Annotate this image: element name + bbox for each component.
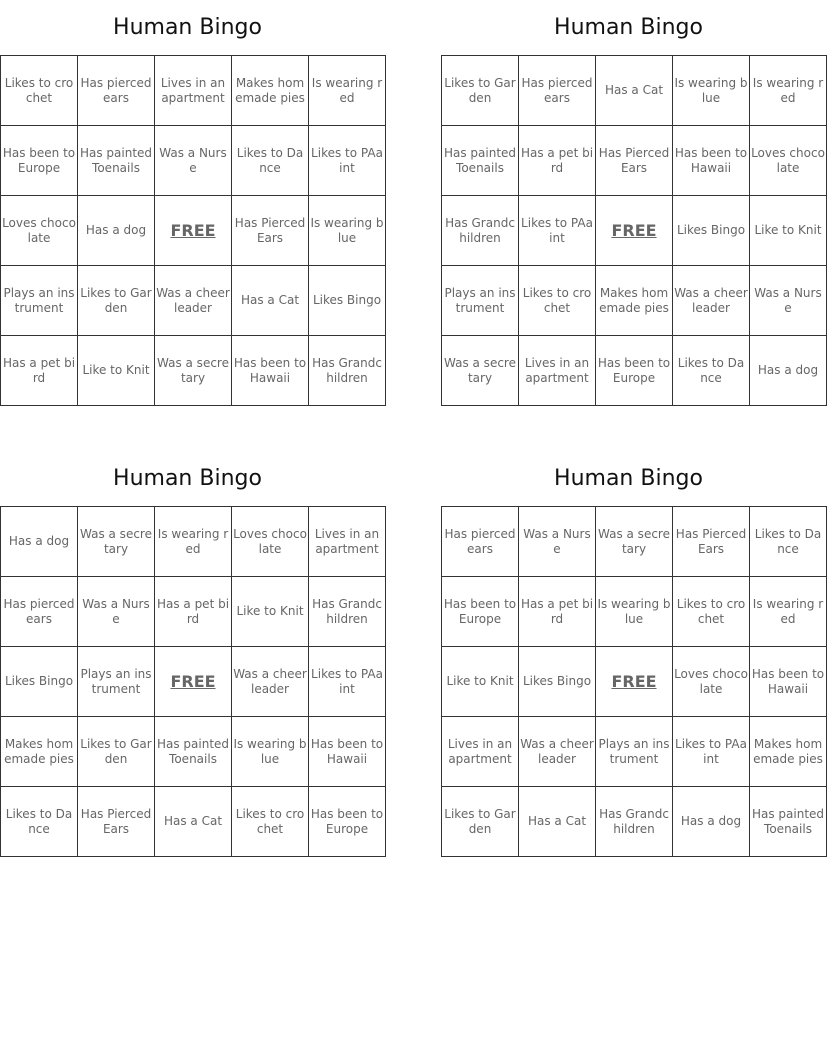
grid-row xyxy=(442,196,827,266)
bingo-cell: Was a Nurse xyxy=(155,126,232,196)
bingo-cell: Has a pet bird xyxy=(519,126,596,196)
bingo-cell: Has a pet bird xyxy=(155,577,232,647)
bingo-cell: Was a cheerleader xyxy=(673,266,750,336)
free-space-cell: FREE xyxy=(155,196,232,266)
grid-row xyxy=(1,56,386,126)
bingo-cell: Likes to PAaint xyxy=(309,647,386,717)
bingo-cell: Likes to PAaint xyxy=(673,717,750,787)
bingo-cell: Is wearing blue xyxy=(596,577,673,647)
bingo-cell: Has been to Europe xyxy=(309,787,386,857)
bingo-cell: Was a cheerleader xyxy=(232,647,309,717)
bingo-card-1 xyxy=(0,0,384,406)
bingo-cell: Has Grandchildren xyxy=(442,196,519,266)
bingo-cell: Has been to Hawaii xyxy=(750,647,827,717)
bingo-cell: Has pierced ears xyxy=(519,56,596,126)
bingo-cell: Loves chocolate xyxy=(232,507,309,577)
bingo-cell: Likes to Garden xyxy=(442,787,519,857)
bingo-grid xyxy=(0,506,386,857)
bingo-cell: Plays an instrument xyxy=(442,266,519,336)
bingo-cell: Has been to Hawaii xyxy=(309,717,386,787)
bingo-grid xyxy=(441,55,827,406)
bingo-cell: Was a Nurse xyxy=(78,577,155,647)
bingo-card-2 xyxy=(441,0,825,406)
bingo-cell: Has Pierced Ears xyxy=(78,787,155,857)
bingo-cell: Has been to Hawaii xyxy=(673,126,750,196)
free-space-cell: FREE xyxy=(596,196,673,266)
bingo-cell: Is wearing blue xyxy=(309,196,386,266)
bingo-cell: Likes Bingo xyxy=(309,266,386,336)
bingo-cell: Likes Bingo xyxy=(1,647,78,717)
bingo-cell: Was a Nurse xyxy=(750,266,827,336)
bingo-cell: Has a pet bird xyxy=(519,577,596,647)
bingo-cell: Lives in an apartment xyxy=(442,717,519,787)
card-title: Human Bingo xyxy=(113,15,262,40)
bingo-cell: Has a dog xyxy=(1,507,78,577)
grid-row xyxy=(442,126,827,196)
grid-row xyxy=(442,56,827,126)
free-space-cell: FREE xyxy=(596,647,673,717)
bingo-cell: Has a Cat xyxy=(596,56,673,126)
bingo-cell: Is wearing red xyxy=(750,56,827,126)
bingo-cell: Has Pierced Ears xyxy=(232,196,309,266)
bingo-cell: Has pierced ears xyxy=(442,507,519,577)
bingo-cell: Likes to Garden xyxy=(442,56,519,126)
bingo-grid xyxy=(0,55,386,406)
bingo-cell: Makes homemade pies xyxy=(750,717,827,787)
bingo-card-4 xyxy=(441,451,825,857)
bingo-cell: Has a pet bird xyxy=(1,336,78,406)
bingo-cell: Is wearing red xyxy=(309,56,386,126)
bingo-cell: Has pierced ears xyxy=(78,56,155,126)
grid-row xyxy=(442,577,827,647)
bingo-cell: Is wearing red xyxy=(750,577,827,647)
bingo-cell: Lives in an apartment xyxy=(519,336,596,406)
bingo-cell: Likes to Dance xyxy=(232,126,309,196)
bingo-cell: Likes to PAaint xyxy=(519,196,596,266)
grid-row xyxy=(1,787,386,857)
bingo-cell: Has Pierced Ears xyxy=(596,126,673,196)
grid-row xyxy=(442,266,827,336)
bingo-cell: Plays an instrument xyxy=(596,717,673,787)
bingo-cell: Has a dog xyxy=(750,336,827,406)
bingo-cell: Like to Knit xyxy=(750,196,827,266)
bingo-cell: Has been to Europe xyxy=(1,126,78,196)
bingo-cell: Likes Bingo xyxy=(519,647,596,717)
bingo-cell: Plays an instrument xyxy=(1,266,78,336)
grid-row xyxy=(442,787,827,857)
grid-row xyxy=(442,507,827,577)
bingo-cell: Likes to Dance xyxy=(1,787,78,857)
grid-row xyxy=(442,717,827,787)
grid-row xyxy=(442,647,827,717)
bingo-cell: Has Pierced Ears xyxy=(673,507,750,577)
bingo-cell: Has Grandchildren xyxy=(309,577,386,647)
grid-row xyxy=(1,717,386,787)
bingo-cell: Was a secretary xyxy=(596,507,673,577)
bingo-cell: Has been to Europe xyxy=(442,577,519,647)
bingo-cell: Makes homemade pies xyxy=(596,266,673,336)
bingo-cell: Likes to crochet xyxy=(1,56,78,126)
bingo-cell: Like to Knit xyxy=(232,577,309,647)
bingo-cell: Loves chocolate xyxy=(750,126,827,196)
bingo-cell: Has a Cat xyxy=(155,787,232,857)
grid-row xyxy=(1,647,386,717)
card-title: Human Bingo xyxy=(554,15,703,40)
bingo-cell: Was a cheerleader xyxy=(519,717,596,787)
bingo-cell: Has a dog xyxy=(673,787,750,857)
bingo-cell: Lives in an apartment xyxy=(155,56,232,126)
bingo-cell: Has been to Hawaii xyxy=(232,336,309,406)
grid-row xyxy=(1,336,386,406)
bingo-cell: Likes Bingo xyxy=(673,196,750,266)
bingo-cell: Makes homemade pies xyxy=(232,56,309,126)
bingo-cell: Lives in an apartment xyxy=(309,507,386,577)
card-title: Human Bingo xyxy=(113,466,262,491)
bingo-cell: Is wearing blue xyxy=(673,56,750,126)
bingo-cell: Has painted Toenails xyxy=(442,126,519,196)
bingo-cell: Likes to Dance xyxy=(673,336,750,406)
bingo-cell: Likes to crochet xyxy=(232,787,309,857)
bingo-cell: Has Grandchildren xyxy=(596,787,673,857)
bingo-cell: Loves chocolate xyxy=(673,647,750,717)
bingo-cell: Has painted Toenails xyxy=(750,787,827,857)
bingo-cell: Has Grandchildren xyxy=(309,336,386,406)
bingo-cell: Loves chocolate xyxy=(1,196,78,266)
bingo-card-3 xyxy=(0,451,384,857)
bingo-cell: Has been to Europe xyxy=(596,336,673,406)
card-title: Human Bingo xyxy=(554,466,703,491)
bingo-cell: Likes to Garden xyxy=(78,266,155,336)
bingo-cell: Was a secretary xyxy=(155,336,232,406)
bingo-cell: Has pierced ears xyxy=(1,577,78,647)
bingo-cell: Has painted Toenails xyxy=(78,126,155,196)
bingo-cell: Likes to Dance xyxy=(750,507,827,577)
bingo-cell: Is wearing red xyxy=(155,507,232,577)
bingo-cell: Makes homemade pies xyxy=(1,717,78,787)
bingo-cell: Has a Cat xyxy=(519,787,596,857)
bingo-cell: Was a secretary xyxy=(442,336,519,406)
bingo-cell: Has a dog xyxy=(78,196,155,266)
grid-row xyxy=(442,336,827,406)
grid-row xyxy=(1,577,386,647)
bingo-grid xyxy=(441,506,827,857)
bingo-cell: Was a Nurse xyxy=(519,507,596,577)
grid-row xyxy=(1,507,386,577)
bingo-cell: Likes to PAaint xyxy=(309,126,386,196)
bingo-cell: Has a Cat xyxy=(232,266,309,336)
bingo-cell: Like to Knit xyxy=(442,647,519,717)
bingo-cell: Likes to Garden xyxy=(78,717,155,787)
bingo-cell: Has painted Toenails xyxy=(155,717,232,787)
grid-row xyxy=(1,126,386,196)
grid-row xyxy=(1,196,386,266)
bingo-cell: Was a secretary xyxy=(78,507,155,577)
bingo-cell: Likes to crochet xyxy=(673,577,750,647)
bingo-cell: Plays an instrument xyxy=(78,647,155,717)
grid-row xyxy=(1,266,386,336)
bingo-cell: Was a cheerleader xyxy=(155,266,232,336)
free-space-cell: FREE xyxy=(155,647,232,717)
bingo-cell: Like to Knit xyxy=(78,336,155,406)
bingo-cell: Likes to crochet xyxy=(519,266,596,336)
bingo-cell: Is wearing blue xyxy=(232,717,309,787)
